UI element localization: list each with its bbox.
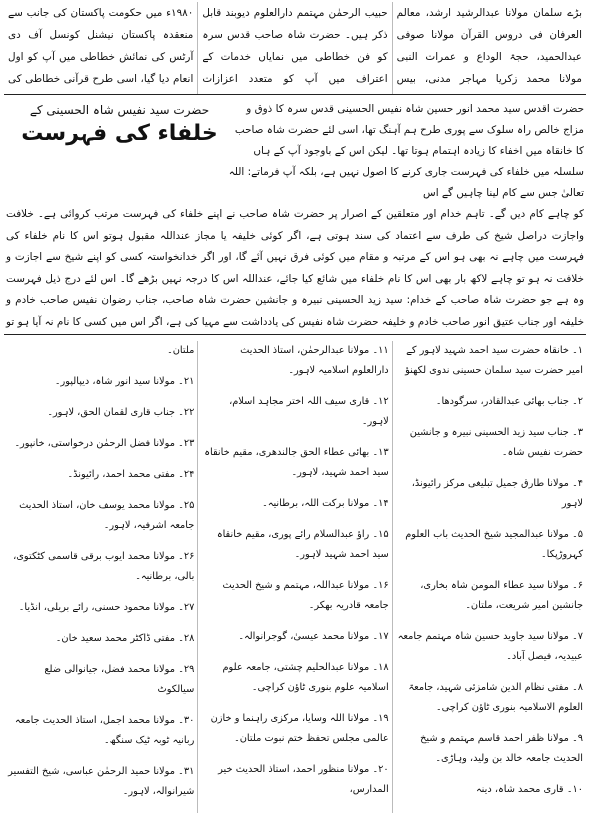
list-item: ۶۔ مولانا سید عطاء المومن شاہ بخاری، جانشین امیر شریعت، ملتان۔ [420, 580, 583, 611]
list-item: ۲۷۔ مولانا محمود حسنی، رائے بریلی، انڈیا۔ [18, 602, 195, 613]
list-item: ۱۷۔ مولانا محمد عیسیٰ، گوجرانوالہ۔ [238, 631, 389, 642]
list-item: ۱۴۔ مولانا برکت اللہ، برطانیہ۔ [261, 498, 389, 509]
list-item: ۱۵۔ راؤ عبدالسلام رائے پوری، مقیم خانقاہ سید احمد شہید لاہور۔ [216, 529, 389, 560]
list-column-1 [393, 341, 586, 813]
list-item: ۲۶۔ مولانا محمد ایوب برقی قاسمی کٹکتوی، بالی، برطانیہ۔ [13, 551, 195, 582]
list-item: ملتان۔ [166, 345, 195, 356]
list-item: ۲۲۔ جناب قاری لقمان الحق، لاہور۔ [47, 407, 195, 418]
body-paragraph: کو چاہے کام دیں گے۔ تاہم خدام اور متعلقین کے اصرار پر حضرت شاہ صاحب نے اپنے خلفاء کی فہرست مرتب کروائی ہے۔ خلافت واجازت دراصل شیخ کی طرف سے اعتماد کی سند ہوتی ہے، اگر کوئی خلیفہ یا مجاز عنداللہ مقبول ہوتو اس کا نام خلفاء کی فہرست میں چاہے نہ بھی ہو اس کے مرتبہ و مقام میں کوئی فرق نہیں آئے گا، اور اگر خدانخواستہ کسی کو اپنے شیخ سے اجازت و خلافت نہ ہو تو چاہے لاکھ بار بھی اس کا نام خلفاء میں شائع کیا جائے، عنداللہ اس کا درجہ نہیں بڑھے گا۔ اس لئے درج ذیل فہرست وہ ہے جو حضرت شاہ صاحب کے خدام: سید زید الحسینی نبیرہ و جانشین حضرت شاہ صاحب، جناب رضوان نفیس صاحب خادم و خلیفہ اور جناب عتیق انور صاحب خادم و خلیفہ حضرت شاہ نفیس کی یادداشت سے مہیا کی ہے، اگر اس میں کسی کا نام نہ آیا ہو تو [6, 208, 584, 328]
intro-paragraph: حضرت اقدس سید محمد انور حسین شاہ نفیس الحسینی قدس سرہ کا ذوق و مزاج خالص راہ سلوک سے پوری طرح ہم آہنگ تھا، اسی لئے حضرت شاہ صاحب کا خانقاہ میں اخفاء کا زیادہ اہتمام ہوتا تھا۔ لیکن اس کے باوجود آپ کے ہاں سلسلہ میں خلفاء کی فہرست جاری کرنے کا اصول نہیں ہے، بلکہ آپ فرماتے: اللہ تعالیٰ جس سے کام لینا چاہیں گے اس [228, 103, 584, 199]
list-item: ۲۰۔ مولانا منظور احمد، استاذ الحدیث خیر المدارس، [218, 764, 389, 795]
article-title-block [12, 101, 227, 149]
list-column-2 [198, 341, 392, 813]
list-item: ۲۳۔ مولانا فضل الرحمٰن درخواستی، خانپور۔ [14, 438, 195, 449]
list-column-3 [4, 341, 198, 813]
list-item: ۱۲۔ قاری سیف اللہ اختر مجاہد اسلام، لاہور۔ [229, 396, 389, 427]
list-item: ۳۱۔ مولانا حمید الرحمٰن عباسی، شیخ التفسیر شیرانوالہ، لاہور۔ [8, 766, 195, 797]
article-intro-section [4, 95, 586, 335]
list-item: ۱۹۔ مولانا اللہ وسایا، مرکزی راہنما و خازن عالمی مجلس تحفظ ختم نبوت ملتان۔ [210, 713, 389, 744]
list-item: ۲۵۔ مولانا محمد یوسف خان، استاذ الحدیث جامعہ اشرفیہ، لاہور۔ [19, 500, 195, 531]
list-item: ۱۳۔ بھائی عطاء الحق جالندھری، مقیم خانقاہ سید احمد شہید، لاہور۔ [204, 447, 389, 478]
list-item: ۹۔ مولانا ظفر احمد قاسم مہتمم و شیخ الحدیث جامعہ خالد بن ولید، وہاڑی۔ [420, 733, 583, 764]
top-text-section [4, 2, 586, 95]
list-item: ۲۹۔ مولانا محمد فضل، جیانوالی ضلع سیالکوٹ [44, 664, 195, 695]
list-item: ۳۰۔ مولانا محمد اجمل، استاذ الحدیث جامعہ ربانیہ ٹوبہ ٹیک سنگھ۔ [14, 715, 195, 746]
list-item: ۷۔ مولانا سید جاوید حسین شاہ مہتمم جامعہ عبیدیہ، فیصل آباد۔ [397, 631, 583, 662]
list-item: ۴۔ مولانا طارق جمیل تبلیغی مرکز رائیونڈ، لاہور [411, 478, 583, 509]
top-column-right: بڑے سلمان مولانا عبدالرشید ارشد، معالم العرفان فی دروس القرآن مولانا صوفی عبدالحمید، حجۃ الوداع و عمرات النبی مولانا محمد زکریا مہاجر مدنی، بیس [396, 7, 582, 85]
list-item: ۱۔ خانقاہ حضرت سید احمد شہید لاہور کے امیر حضرت سید سلمان حسینی ندوی لکھنؤ [405, 345, 583, 376]
list-item: ۲۴۔ مفتی محمد احمد، رائیونڈ۔ [67, 469, 195, 480]
list-item: ۳۔ جناب سید زید الحسینی نبیرہ و جانشین حضرت نفیس شاہ۔ [409, 427, 583, 458]
top-column-middle: حبیب الرحمٰن مہتمم دارالعلوم دیوبند قابل ذکر ہیں۔ حضرت شاہ صاحب قدس سرہ کو فن خطاطی میں نمایاں خدمات کے اعتراف میں آپ کو متعدد اعزازات [198, 2, 392, 94]
list-item: ۱۰۔ قاری محمد شاہ، دینہ [475, 784, 583, 795]
khulafa-list-section [4, 335, 586, 813]
list-item: ۱۱۔ مولانا عبدالرحمٰن، استاذ الحدیث دارالعلوم اسلامیہ لاہور۔ [240, 345, 389, 376]
top-column-left: ۱۹۸۰ء میں حکومت پاکستان کی جانب سے منعقدہ پاکستان نیشنل کونسل آف دی آرٹس کی نمائش خطاطی میں آپ کو اول انعام دیا گیا، اسی طرح قرآنی خطاطی کی [4, 2, 198, 94]
list-item: ۲۔ جناب بھائی عبدالقادر، سرگودھا۔ [435, 396, 583, 407]
list-item: ۲۱۔ مولانا سید انور شاہ، دیپالپور۔ [54, 376, 195, 387]
list-item: ۵۔ مولانا عبدالمجید شیخ الحدیث باب العلوم کہروڑپکا۔ [405, 529, 583, 560]
article-title: خلفاء کی فہرست [21, 121, 218, 146]
article-title-heading: حضرت سید نفیس شاہ الحسینی کے [29, 103, 210, 117]
list-item: ۸۔ مفتی نظام الدین شامزئی شہید، جامعۃ العلوم الاسلامیہ بنوری ٹاؤن کراچی۔ [408, 682, 583, 713]
list-item: ۱۶۔ مولانا عبداللہ، مہتمم و شیخ الحدیث جامعہ قادریہ بھکر۔ [222, 580, 389, 611]
list-item: ۲۸۔ مفتی ڈاکٹر محمد سعید خان۔ [55, 633, 195, 644]
list-item: ۱۸۔ مولانا عبدالحلیم چشتی، جامعہ علوم اسلامیہ علوم بنوری ٹاؤن کراچی۔ [222, 662, 389, 693]
